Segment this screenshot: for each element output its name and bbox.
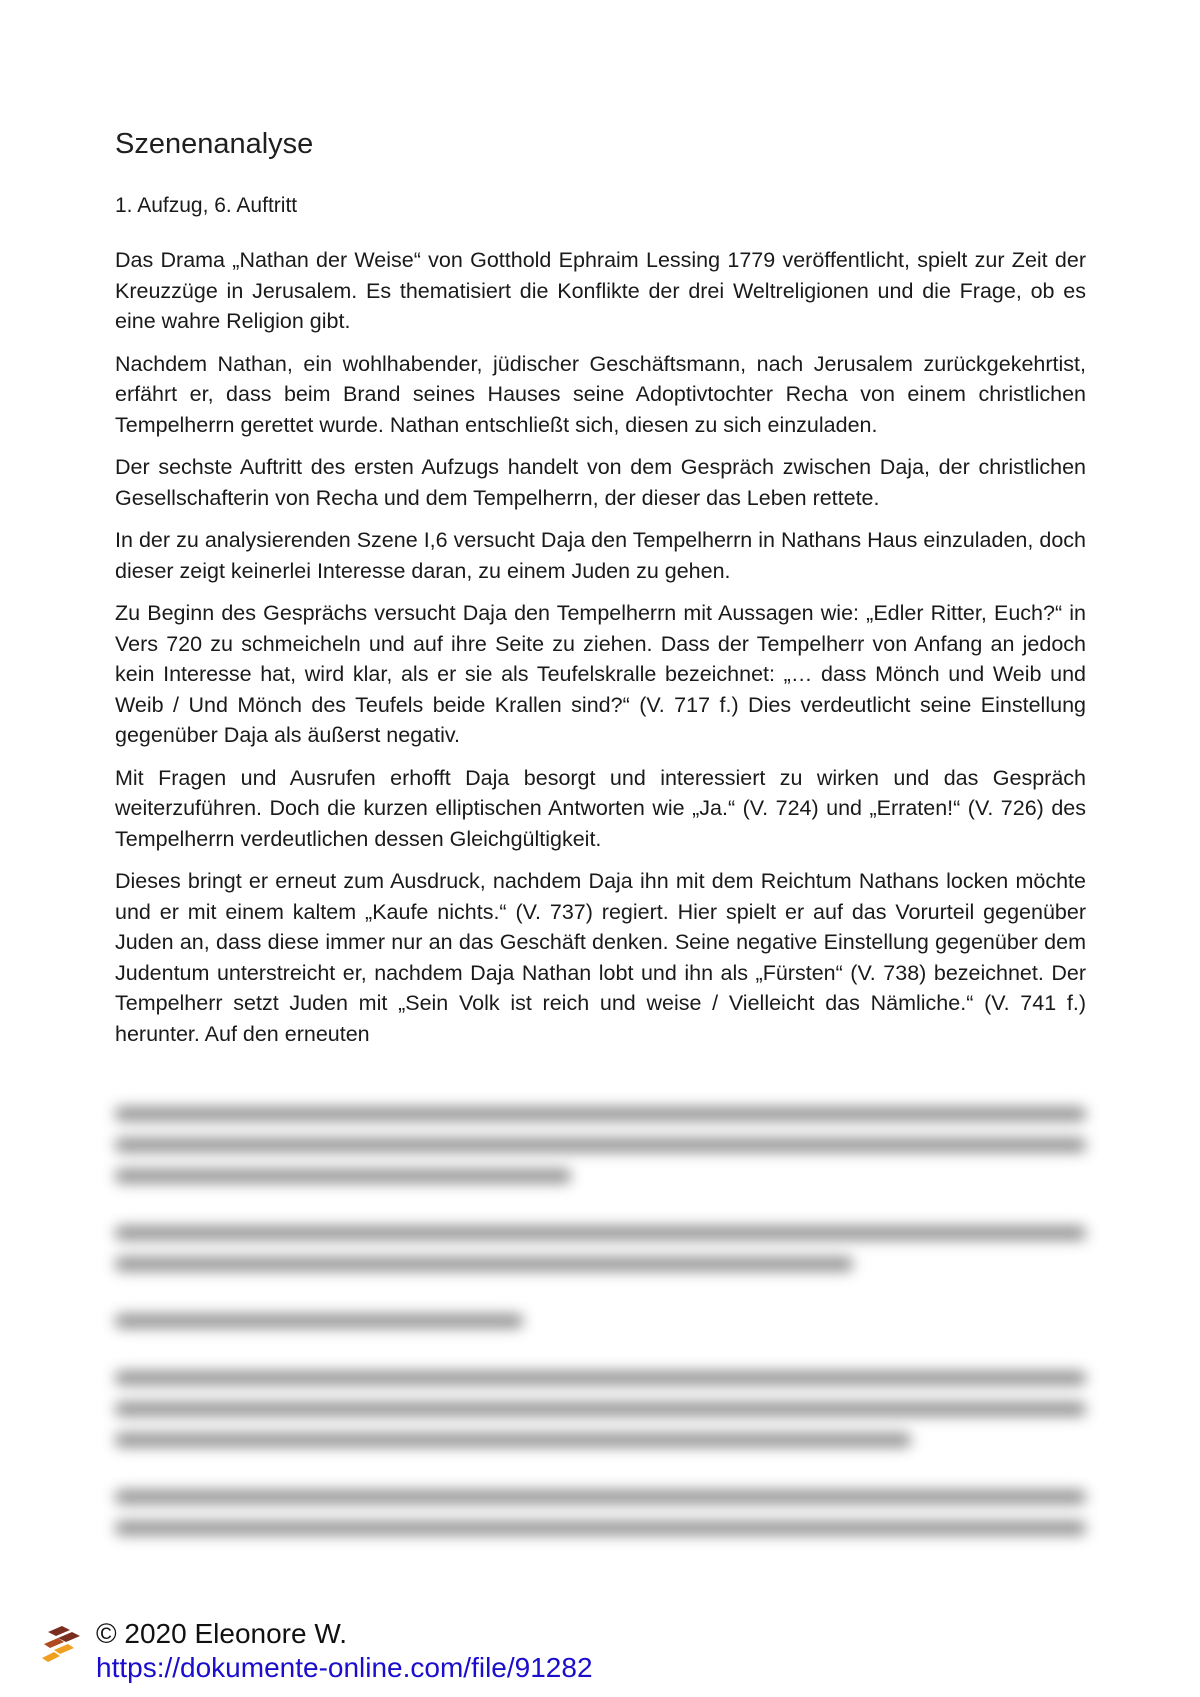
paragraph: Nachdem Nathan, ein wohlhabender, jüdischer Geschäftsmann, nach Jerusalem zurückgekehrtist, erfährt er, dass beim Brand seines Hauses seine Adoptivtochter Recha von einem christlichen Tempelherrn gerettet wurde. Nathan entschließt sich, diesen zu sich einzuladen. (115, 351, 1086, 437)
source-link[interactable]: https://dokumente-online.com/file/91282 (96, 1652, 593, 1683)
document-body (115, 245, 1086, 1107)
paragraph: Dieses bringt er erneut zum Ausdruck, nachdem Daja ihn mit dem Reichtum Nathans locken möchte und er mit einem kaltem „Kaufe nichts.“ (V. 737) regiert. Hier spielt er auf das Vorurteil gegenüber Juden an, dass diese immer nur an das Geschäft denken. Seine negative Einstellung gegenüber dem Judentum unterstreicht er, nachdem Daja Nathan lobt und ihn als „Fürsten“ (V. 738) bezeichnet. Der Tempelherr setzt Juden mit „Sein Volk ist reich und weise / Vielleicht das Nämliche.“ (V. 741 f.) herunter. Auf den erneuten (115, 869, 1086, 1046)
page-title: Szenenanalyse (115, 128, 314, 160)
dokumente-online-logo-icon (40, 1622, 88, 1670)
blurred-preview-region (115, 1107, 1086, 1575)
paragraph: Zu Beginn des Gesprächs versucht Daja den Tempelherrn mit Aussagen wie: „Edler Ritter, Euch?“ in Vers 720 zu schmeicheln und auf ihre Seite zu ziehen. Dass der Tempelherr von Anfang an jedoch kein Interesse hat, wird klar, als er sie als Teufelskralle bezeichnet: „… dass Mönch und Weib und Weib / Und Mönch des Teufels beide Krallen sind?“ (V. 717 f.) Dies verdeutlicht seine Einstellung gegenüber Daja als äußerst negativ. (115, 601, 1086, 747)
footer (40, 1618, 740, 1688)
paragraph: Der sechste Auftritt des ersten Aufzugs handelt von dem Gespräch zwischen Daja, der christlichen Gesellschafterin von Recha und dem Tempelherrn, der dieser das Leben rettete. (115, 455, 1086, 510)
paragraph: In der zu analysierenden Szene I,6 versucht Daja den Tempelherrn in Nathans Haus einzuladen, doch dieser zeigt keinerlei Interesse daran, zu einem Juden zu gehen. (115, 528, 1086, 583)
paragraph: Mit Fragen und Ausrufen erhofft Daja besorgt und interessiert zu wirken und das Gespräch weiterzuführen. Doch die kurzen elliptischen Antworten wie „Ja.“ (V. 724) und „Erraten!“ (V. 726) des Tempelherrn verdeutlichen dessen Gleichgültigkeit. (115, 765, 1086, 851)
page-subtitle: 1. Aufzug, 6. Auftritt (115, 194, 298, 217)
paragraph: Das Drama „Nathan der Weise“ von Gotthold Ephraim Lessing 1779 veröffentlicht, spielt zur Zeit der Kreuzzüge in Jerusalem. Es thematisiert die Konflikte der drei Weltreligionen und die Frage, ob es eine wahre Religion gibt. (115, 248, 1086, 333)
copyright-text: © 2020 Eleonore W. (96, 1618, 348, 1649)
